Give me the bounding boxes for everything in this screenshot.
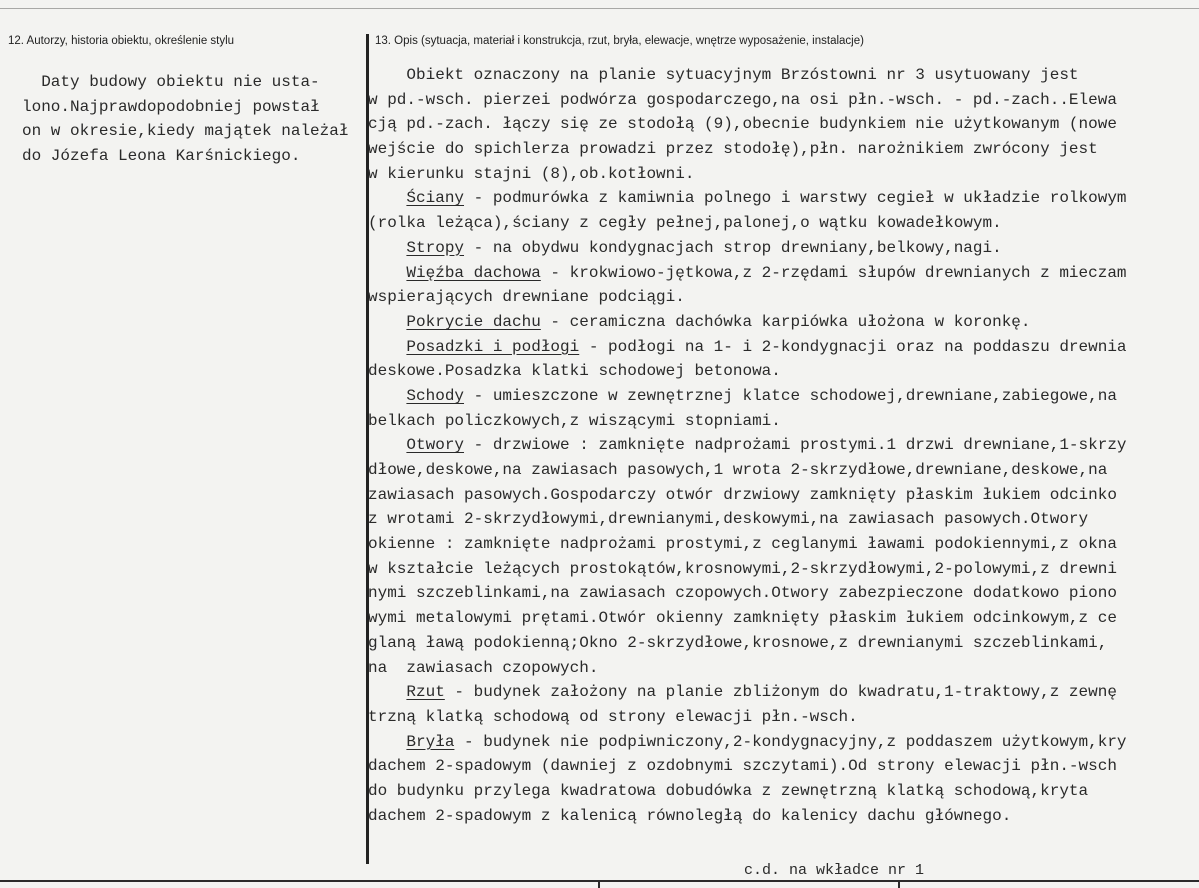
text-line (368, 261, 1199, 286)
text-line (368, 211, 1199, 236)
text-line (368, 557, 1199, 582)
text-line (368, 779, 1199, 804)
text-line: on w okresie,kiedy majątek należał (22, 122, 349, 141)
line-text: w kierunku stajni (8),ob.kotłowni. (368, 164, 695, 183)
line-text: - umieszczone w zewnętrznej klatce schodowej,drewniane,zabiegowe,na (464, 386, 1117, 405)
line-text: nymi szczeblinkami,na zawiasach czopowych.Otwory zabezpieczone dodatkowo piono (368, 584, 1117, 603)
text-line (368, 680, 1199, 705)
line-text: dachem 2-spadowym (dawniej z ozdobnymi szczytami).Od strony elewacji płn.-wsch (368, 757, 1117, 776)
text-line (368, 112, 1199, 137)
line-text: w pd.-wsch. pierzei podwórza gospodarczego,na osi płn.-wsch. - pd.-zach..Elewa (368, 90, 1117, 109)
section-12-text (22, 70, 348, 169)
text-line (368, 236, 1199, 261)
text-line (368, 532, 1199, 557)
underlined-heading: Rzut (406, 683, 445, 702)
line-text: w kształcie leżących prostokątów,krosnowymi,2-skrzydłowymi,2-polowymi,z drewni (368, 559, 1117, 578)
text-line (368, 384, 1199, 409)
text-line (368, 63, 1199, 88)
line-text: dachem 2-spadowym z kalenicą równoległą do kalenicy dachu głównego. (368, 806, 1012, 825)
line-text: - budynek założony na planie zbliżonym do kwadratu,1-traktowy,z zewnę (444, 683, 1117, 702)
line-text: z wrotami 2-skrzydłowymi,drewnianymi,deskowymi,na zawiasach pasowych.Otwory (368, 510, 1089, 529)
line-text: - ceramiczna dachówka karpiówka ułożona w koronkę. (540, 312, 1031, 331)
underlined-heading: Więźba dachowa (406, 263, 541, 282)
text-line (368, 656, 1199, 681)
line-text: - krokwiowo-jętkowa,z 2-rzędami słupów drewnianych z mieczam (540, 263, 1127, 282)
line-text: wejście do spichlerza prowadzi przez stodołę),płn. narożnikiem zwrócony jest (368, 140, 1098, 159)
text-line (368, 581, 1199, 606)
line-text (368, 189, 406, 207)
bottom-divider-tick (598, 880, 600, 888)
line-text: wspierających drewniane podciągi. (368, 288, 685, 307)
text-line: lono.Najprawdopodobniej powstał (22, 97, 320, 116)
text-line: Daty budowy obiektu nie usta- (22, 73, 320, 91)
line-text (368, 733, 406, 751)
text-line (368, 730, 1199, 755)
line-text: - na obydwu kondygnacjach strop drewniany,belkowy,nagi. (464, 238, 1002, 257)
line-text: Obiekt oznaczony na planie sytuacyjnym Brzóstowni nr 3 usytuowany jest (368, 66, 1079, 84)
line-text: deskowe.Posadzka klatki schodowej betonowa. (368, 362, 781, 381)
bottom-divider-tick (898, 880, 900, 888)
text-line (368, 310, 1199, 335)
text-line (368, 507, 1199, 532)
section-12-header: 12. Autorzy, historia obiektu, określenie stylu (8, 35, 235, 47)
text-line (368, 359, 1199, 384)
text-line (368, 631, 1199, 656)
line-text: glaną ławą podokienną;Okno 2-skrzydłowe,krosnowe,z drewnianymi szczeblinkami, (368, 633, 1108, 652)
text-line (368, 754, 1199, 779)
line-text (368, 387, 406, 405)
text-line (368, 409, 1199, 434)
text-line (368, 186, 1199, 211)
line-text: - drzwiowe : zamknięte nadprożami prostymi.1 drzwi drewniane,1-skrzy (464, 436, 1127, 455)
line-text (368, 683, 406, 701)
line-text: - podłogi na 1- i 2-kondygnacji oraz na poddaszu drewnia (579, 337, 1127, 356)
line-text (368, 436, 406, 454)
text-line (368, 88, 1199, 113)
line-text: - budynek nie podpiwniczony,2-kondygnacyjny,z poddaszem użytkowym,kry (454, 732, 1127, 751)
text-line (368, 705, 1199, 730)
line-text: na zawiasach czopowych. (368, 658, 599, 677)
section-13-header: 13. Opis (sytuacja, materiał i konstrukcja, rzut, bryła, elewacje, wnętrze wyposażenie, instalacje) (375, 35, 864, 47)
text-line (368, 285, 1199, 310)
line-text (368, 338, 406, 356)
underlined-heading: Posadzki i podłogi (406, 337, 580, 356)
line-text: do budynku przylega kwadratowa dobudówka z zewnętrzną klatką schodową,kryta (368, 781, 1089, 800)
text-line (368, 458, 1199, 483)
text-line (368, 335, 1199, 360)
line-text (368, 264, 406, 282)
text-line: do Józefa Leona Karśnickiego. (22, 147, 301, 166)
underlined-heading: Otwory (406, 436, 465, 455)
line-text: zawiasach pasowych.Gospodarczy otwór drzwiowy zamknięty płaskim łukiem odcinko (368, 485, 1117, 504)
underlined-heading: Pokrycie dachu (406, 312, 541, 331)
text-line (368, 804, 1199, 829)
line-text: wymi metalowymi prętami.Otwór okienny zamknięty płaskim łukiem odcinkowym,z ce (368, 609, 1117, 628)
underlined-heading: Schody (406, 386, 465, 405)
line-text (368, 313, 406, 331)
line-text: trzną klatką schodową od strony elewacji płn.-wsch. (368, 707, 858, 726)
line-text: belkach policzkowych,z wiszącymi stopniami. (368, 411, 781, 430)
text-line (368, 137, 1199, 162)
section-13-text (368, 63, 1199, 828)
text-line (368, 483, 1199, 508)
continuation-note: c.d. na wkładce nr 1 (744, 862, 925, 879)
underlined-heading: Bryła (406, 732, 455, 751)
underlined-heading: Stropy (406, 238, 465, 257)
top-rule (0, 8, 1199, 9)
text-line (368, 606, 1199, 631)
underlined-heading: Ściany (406, 189, 465, 208)
line-text: cją pd.-zach. łączy się ze stodołą (9),obecnie budynkiem nie użytkowanym (nowe (368, 115, 1117, 134)
line-text: okienne : zamknięte nadprożami prostymi,z ceglanymi ławami podokiennymi,z okna (368, 535, 1117, 554)
line-text: (rolka leżąca),ściany z cegły pełnej,palonej,o wątku kowadełkowym. (368, 214, 1002, 233)
text-line (368, 433, 1199, 458)
line-text (368, 239, 406, 257)
text-line (368, 162, 1199, 187)
line-text: dłowe,deskowe,na zawiasach pasowych,1 wrota 2-skrzydłowe,drewniane,deskowe,na (368, 461, 1108, 479)
line-text: - podmurówka z kamiwnia polnego i warstwy cegieł w układzie rolkowym (464, 189, 1127, 208)
